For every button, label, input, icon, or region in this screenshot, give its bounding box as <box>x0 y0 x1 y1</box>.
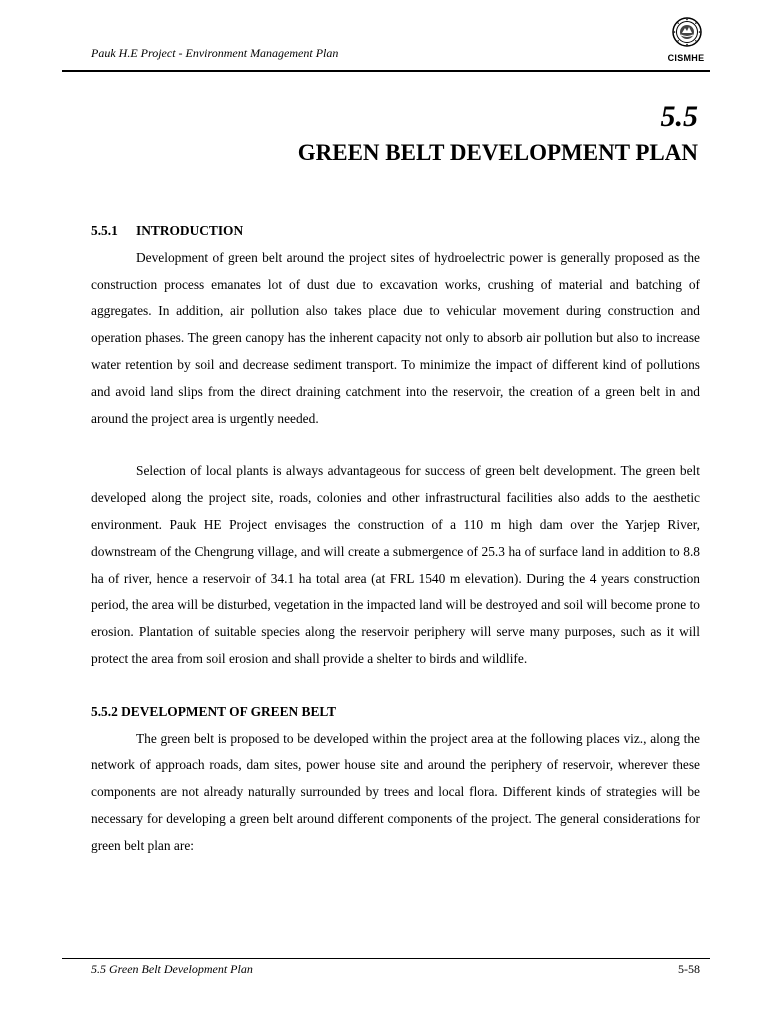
seal-icon <box>672 17 702 47</box>
running-footer: 5.5 Green Belt Development Plan <box>91 962 253 976</box>
body-content <box>91 218 700 860</box>
running-header: Pauk H.E Project - Environment Management Plan <box>91 46 339 60</box>
footer-divider <box>62 958 710 959</box>
cismhe-logo <box>662 17 710 67</box>
logo-label: CISMHE <box>667 53 705 63</box>
section-title: INTRODUCTION <box>136 223 244 238</box>
section-title: DEVELOPMENT OF GREEN BELT <box>121 703 337 719</box>
paragraph: Development of green belt around the project sites of hydroelectric power is generally proposed as the construction process emanates lot of dust due to excavation works, crushing of material and batching of aggregates. In addition, air pollution also takes place due to vehicular movement during construction and operation phases. The green canopy has the inherent capacity not only to absorb air pollution but also to increase water retention by soil and decrease sediment transport. To minimize the impact of different kind of pollutions and avoid land slips from the direct draining catchment into the reservoir, the creation of a green belt in and around the project area is urgently needed. <box>91 249 700 426</box>
paragraph: The green belt is proposed to be developed within the project area at the following places viz., along the network of approach roads, dam sites, power house site and around the periphery of reservoir, wherever these components are not already naturally surrounded by trees and local flora. Different kinds of strategies will be necessary for developing a green belt around different components of the project. The general considerations for green belt plan are: <box>91 730 700 853</box>
section-number: 5.5.1 <box>91 223 118 238</box>
section-heading <box>91 218 700 245</box>
section-heading <box>91 699 700 726</box>
page-number: 5-58 <box>678 962 700 976</box>
header-divider <box>62 70 710 72</box>
paragraph: Selection of local plants is always advantageous for success of green belt development. The green belt developed along the project site, roads, colonies and other infrastructural facilities also adds to the aesthetic environment. Pauk HE Project envisages the construction of a 110 m high dam over the Yarjep River, downstream of the Chengrung village, and will create a submergence of 25.3 ha of surface land in addition to 8.8 ha of river, hence a reservoir of 34.1 ha total area (at FRL 1540 m elevation). During the 4 years construction period, the area will be disturbed, vegetation in the impacted land will be destroyed and soil will become prone to erosion. Plantation of suitable species along the reservoir periphery will serve many purposes, such as it will protect the area from soil erosion and shall provide a shelter to birds and wildlife. <box>91 463 700 666</box>
chapter-number: 5.5 <box>660 100 698 133</box>
chapter-title: GREEN BELT DEVELOPMENT PLAN <box>297 140 698 165</box>
section-number: 5.5.2 <box>91 703 118 719</box>
